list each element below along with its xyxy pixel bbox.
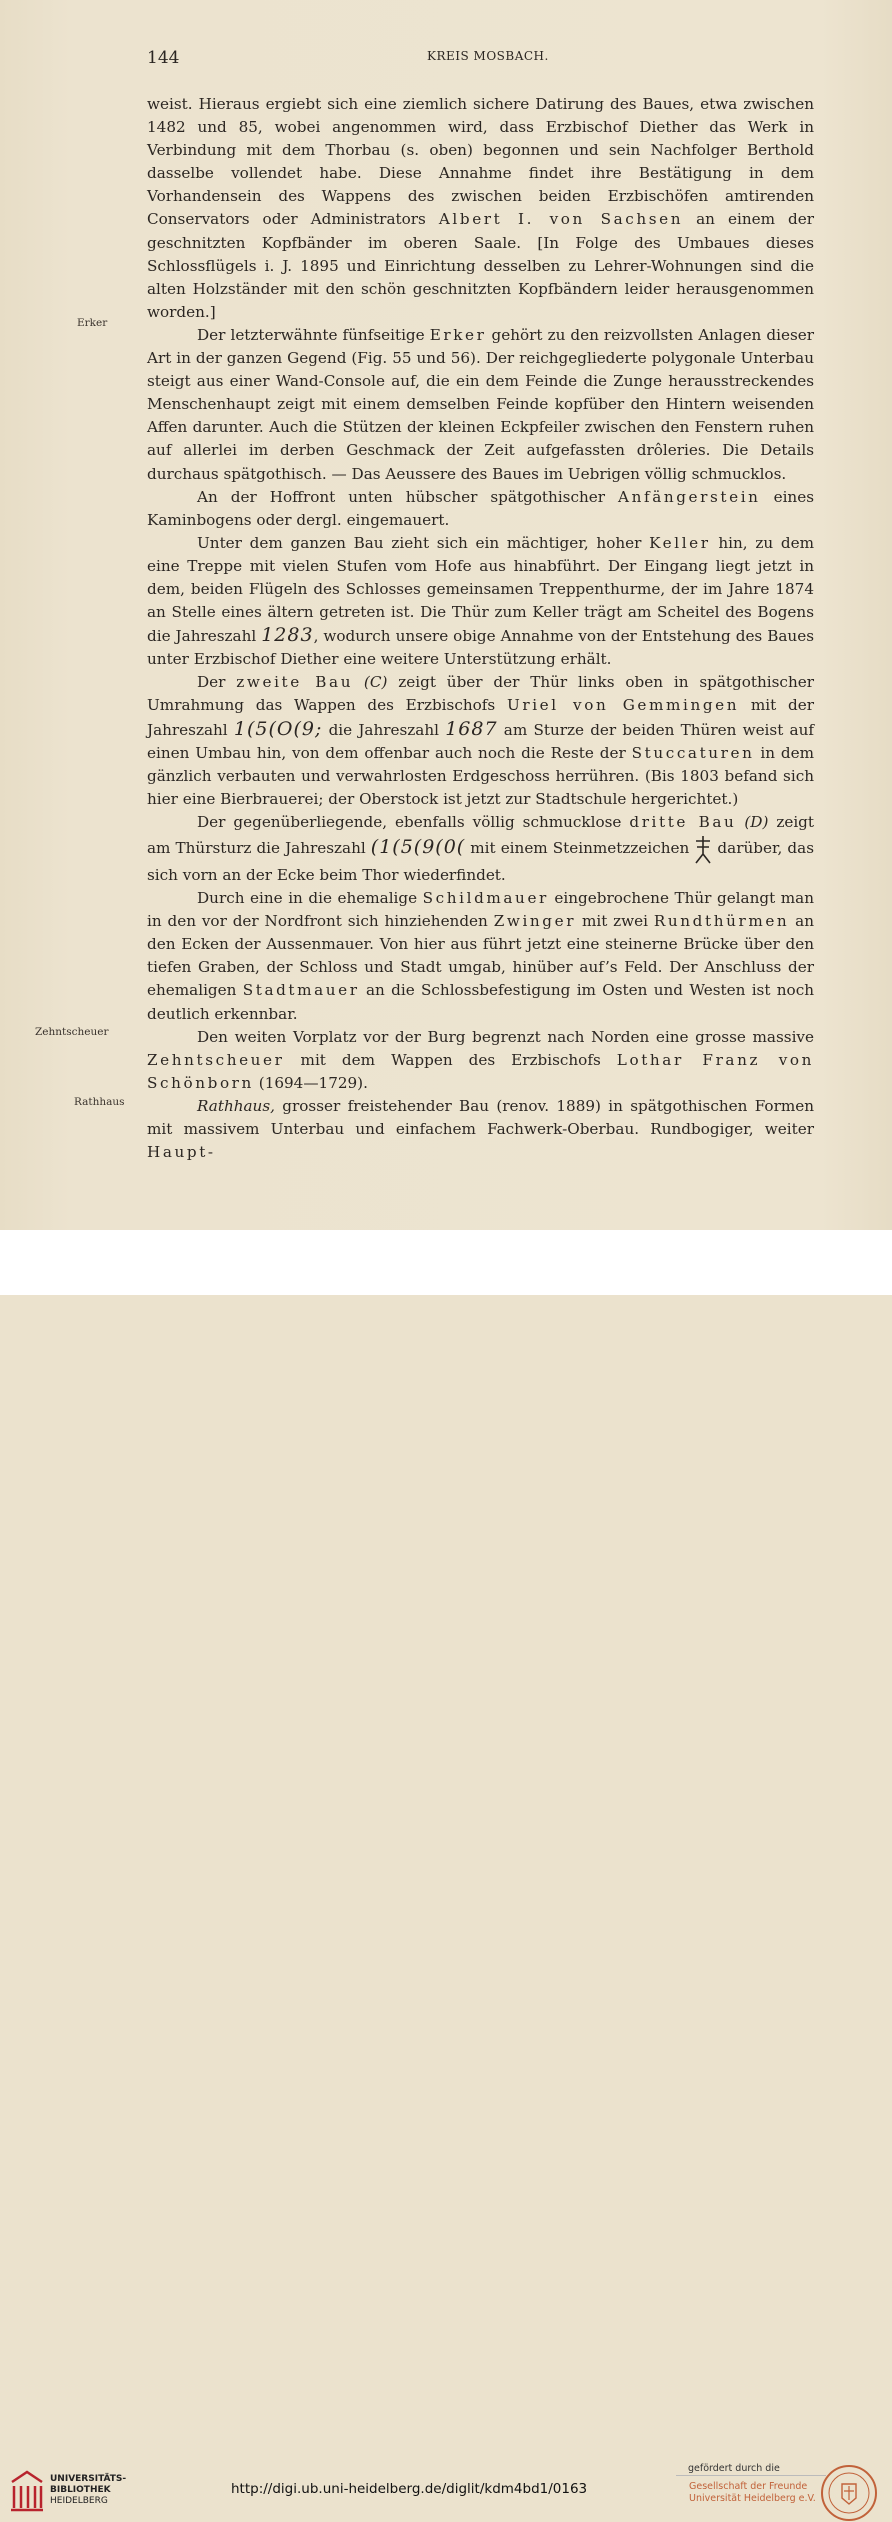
text-run: mit der Jahreszahl	[147, 696, 814, 739]
spaced-term: Zehntscheuer	[147, 1050, 285, 1069]
text-run: eines Kaminbogens oder dergl. eingemauert.	[147, 487, 814, 529]
footer-bar	[0, 1230, 892, 2506]
text-run: (1694—1729).	[253, 1073, 368, 1092]
inscribed-year: 1(5(O(9;	[233, 717, 323, 740]
text-run: an die Schlossbefestigung im Osten und Westen ist noch deutlich erkennbar.	[147, 981, 814, 1023]
sponsor-divider	[676, 2475, 826, 2476]
paragraph	[147, 532, 814, 672]
spaced-term: Schildmauer	[422, 889, 549, 908]
paragraph	[147, 324, 814, 486]
text-run: zeigt über der Thür links oben in spätgothischer Umrahmung das Wappen des Erzbischofs	[147, 673, 814, 715]
running-title: KREIS MOSBACH.	[427, 49, 549, 63]
text-run: mit einem Steinmetzzeichen	[465, 839, 695, 857]
spaced-term: dritte Bau	[629, 812, 737, 831]
text-run: grosser freistehender Bau (renov. 1889) in spätgothischen Formen mit massivem Unterbau und einfachem Fachwerk-Oberbau. Rundbogiger, weiter	[147, 1096, 814, 1139]
library-name-line: BIBLIOTHEK	[50, 2485, 111, 2495]
page-number: 144	[147, 48, 180, 68]
text-run: weist. Hieraus ergiebt sich eine ziemlich sichere Datirung des Baues, etwa zwischen 1482 und 85, wobei angenommen wird, dass Erzbischof Diether das Werk in Verbindung mit dem Thorbau (s. oben) begonnen und sein Nachfolger Berthold dasselbe vollendet habe. Diese Annahme findet ihre Bestätigung in dem Vorhandensein des Wappens des zwischen beiden Erzbischöfen amtirenden Conservators oder Administrators	[147, 95, 814, 229]
text-run: hin, zu dem eine Treppe mit vielen Stufen vom Hofe aus hinabführt. Der Eingang liegt jetzt in dem, beiden Flügeln des Schlosses gemeinsamen Treppenthurme, der im Jahre 1874 an Stelle eines ältern getreten ist. Die Thür zum Keller trägt am Scheitel des Bogens die Jahreszahl	[147, 533, 814, 646]
library-name-line: HEIDELBERG	[50, 2496, 108, 2506]
text-run: Der letzterwähnte fünfseitige	[197, 325, 430, 344]
inscribed-year: (1(5(9(0(	[370, 836, 466, 858]
figure-letter: (D)	[736, 812, 769, 831]
text-run: Den weiten Vorplatz vor der Burg begrenzt nach Norden eine grosse massive	[197, 1027, 814, 1046]
spaced-term: Haupt-	[147, 1143, 216, 1162]
paragraph	[147, 1026, 814, 1095]
sponsor-name[interactable]	[689, 2481, 816, 2505]
sponsor-intro: gefördert durch die	[688, 2463, 780, 2474]
spaced-term: zweite Bau	[236, 673, 354, 692]
paragraph	[147, 93, 814, 324]
sponsor-name-line: Gesellschaft der Freunde	[689, 2481, 808, 2492]
text-run: an einem der geschnitzten Kopfbänder im oberen Saale. [In Folge des Umbaues dieses Schlossflügels i. J. 1895 und Einrichtung desselben zu Lehrer-Wohnungen sind die alten Holzständer mit den schön geschnitzten Kopfbändern leider herausgenommen worden.]	[147, 210, 814, 321]
paragraph	[147, 486, 814, 532]
text-run: mit dem Wappen des Erzbischofs	[284, 1050, 617, 1069]
text-run: gehört zu den reizvollsten Anlagen dieser Art in der ganzen Gegend (Fig. 55 und 56). Der reichgegliederte polygonale Unterbau steigt aus einer Wand-Console auf, die ein dem Feinde die Zunge herausstreckendes Menschenhaupt zeigt mit einem demselben Feinde kopfüber den Hintern weisenden Affen darunter. Auch die Stützen der kleinen Eckpfeiler zwischen den Fenstern ruhen auf allerlei im derben Geschmack der Zeit aufgefassten drôleries. Die Details durchaus spätgothisch. — Das Aeussere des Baues im Uebrigen völlig schmucklos.	[147, 325, 814, 483]
spaced-name: Lothar Franz von Schönborn	[147, 1050, 814, 1092]
text-run: an den Ecken der Aussenmauer. Von hier aus führt jetzt eine steinerne Brücke über den tiefen Graben, der Schloss und Stadt umgab, hinüber auf’s Feld. Der Anschluss der ehemaligen	[147, 912, 814, 1000]
text-run: in dem gänzlich verbauten und verwahrlosten Erdgeschoss herrühren. (Bis 1803 befand sich hier eine Bierbrauerei; der Oberstock ist jetzt zur Stadtschule hergerichtet.)	[147, 743, 815, 808]
scanned-page	[0, 0, 892, 1230]
text-run: am Sturze der beiden Thüren weist auf einen Umbau hin, von dem offenbar auch noch die Reste der	[147, 720, 814, 762]
paragraph	[147, 887, 814, 1026]
text-run: Der	[197, 673, 237, 692]
spaced-term: Rundthürmen	[653, 912, 790, 931]
text-run: , wodurch unsere obige Annahme von der Entstehung des Baues unter Erzbischof Diether eine weitere Unterstützung erhält.	[147, 627, 814, 669]
sponsor-name-line: Universität Heidelberg e.V.	[689, 2493, 816, 2504]
spaced-term: Zwinger	[493, 912, 577, 931]
stonemason-mark-icon	[694, 834, 712, 864]
spaced-term: Keller	[649, 533, 711, 552]
paragraph	[147, 811, 814, 887]
text-run: zeigt am Thürsturz die Jahreszahl	[147, 812, 815, 857]
permalink-url[interactable]: http://digi.ub.uni-heidelberg.de/diglit/kdm4bd1/0163	[231, 2481, 588, 2497]
text-run: die Jahreszahl	[322, 720, 446, 739]
library-logo-icon[interactable]	[8, 2470, 46, 2512]
inscribed-year: 1283	[261, 624, 314, 647]
text-run: Der gegenüberliegende, ebenfalls völlig schmucklose	[197, 812, 630, 831]
margin-note-erker: Erker	[77, 317, 108, 329]
text-run: An der Hoffront unten hübscher spätgothischer	[197, 487, 619, 506]
text-run: eingebrochene Thür gelangt man in den vor der Nordfront sich hinziehenden	[147, 889, 814, 931]
text-run: mit zwei	[576, 912, 654, 931]
text-run: Unter dem ganzen Bau zieht sich ein mächtiger, hoher	[197, 533, 650, 552]
margin-note-rathhaus: Rathhaus	[74, 1096, 125, 1108]
university-seal-icon[interactable]	[820, 2464, 878, 2522]
spaced-term: Stuccaturen	[631, 743, 755, 762]
spaced-name: Uriel von Gemmingen	[506, 696, 740, 715]
paragraph	[147, 1095, 814, 1164]
spaced-name: Albert I. von Sachsen	[438, 210, 684, 229]
margin-note-zehntscheuer: Zehntscheuer	[35, 1026, 109, 1038]
paragraph	[147, 671, 814, 811]
library-name-line: UNIVERSITÄTS-	[50, 2474, 127, 2484]
spaced-term: Erker	[429, 325, 487, 344]
inscribed-year: 1687	[445, 717, 498, 740]
body-text	[147, 93, 814, 1164]
library-name[interactable]	[50, 2474, 126, 2507]
text-run: darüber, das sich vorn an der Ecke beim Thor wiederfindet.	[147, 839, 814, 884]
spaced-term: Anfängerstein	[618, 487, 761, 506]
text-run: Durch eine in die ehemalige	[197, 889, 423, 908]
figure-letter: (C)	[353, 673, 388, 692]
italic-term: Rathhaus,	[197, 1096, 275, 1115]
spaced-term: Stadtmauer	[242, 981, 360, 1000]
